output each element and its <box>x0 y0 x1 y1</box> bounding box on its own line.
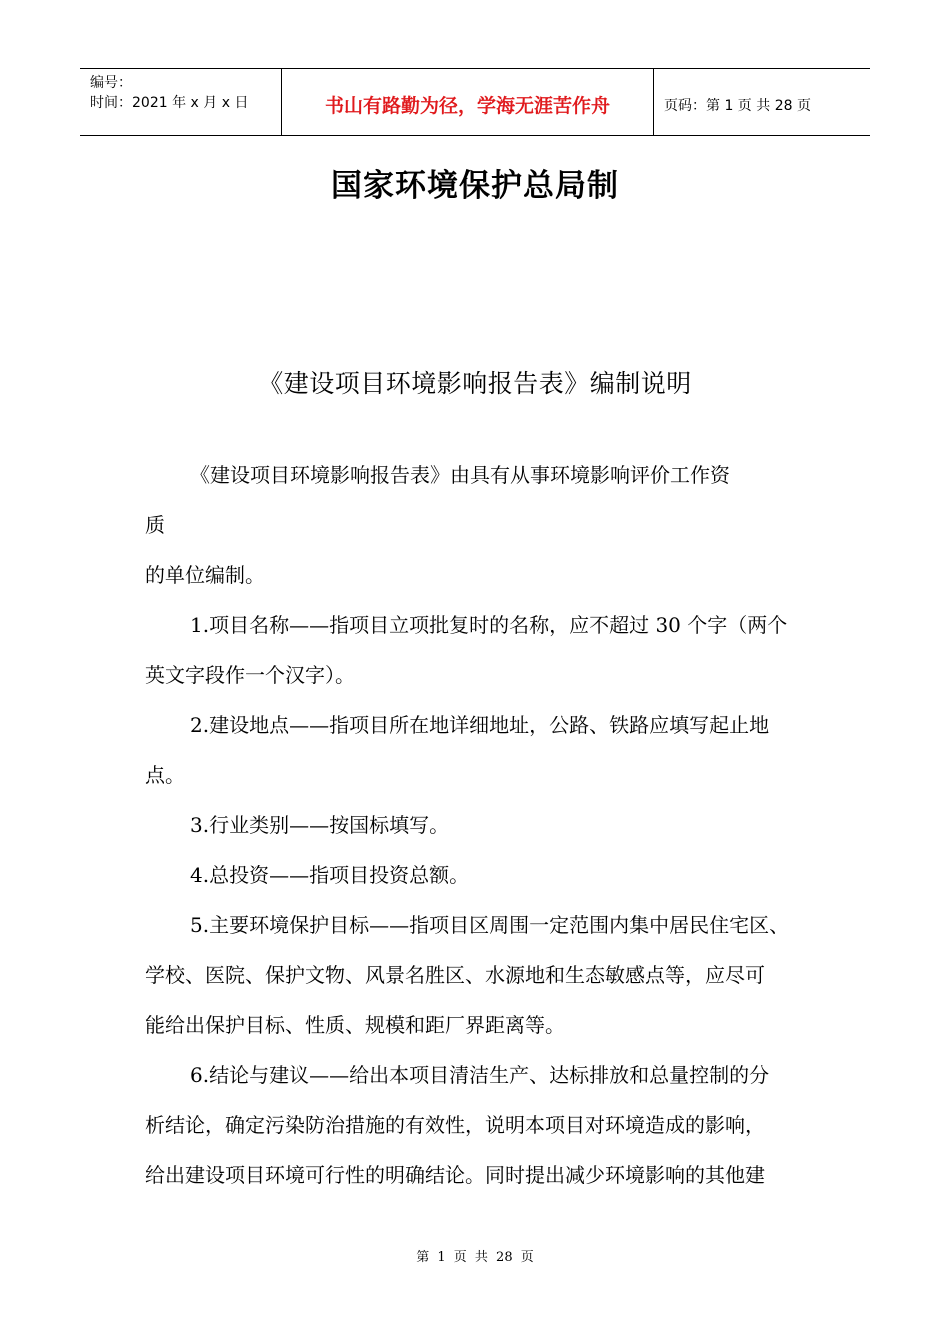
paragraph-line: 析结论，确定污染防治措施的有效性，说明本项目对环境造成的影响， <box>145 1113 765 1137</box>
paragraph-line: 给出建设项目环境可行性的明确结论。同时提出减少环境影响的其他建 <box>145 1163 765 1187</box>
paragraph-line: 4.总投资——指项目投资总额。 <box>190 863 470 887</box>
paragraph-line: 质 <box>145 513 165 537</box>
paragraph-line: 英文字段作一个汉字）。 <box>145 663 355 687</box>
paragraph-line: 1.项目名称——指项目立项批复时的名称，应不超过 30 个字（两个 <box>190 613 788 637</box>
paragraph-line: 6.结论与建议——给出本项目清洁生产、达标排放和总量控制的分 <box>190 1063 770 1087</box>
header-page-info: 页码：第 1 页 共 28 页 <box>664 98 811 114</box>
organization-title: 国家环境保护总局制 <box>331 168 619 204</box>
header-meta <box>80 69 282 135</box>
header-motto: 书山有路勤为径，学海无涯苦作舟 <box>282 69 654 135</box>
page-header <box>80 68 870 136</box>
paragraph-line: 3.行业类别——按国标填写。 <box>190 813 450 837</box>
paragraph-line: 《建设项目环境影响报告表》由具有从事环境影响评价工作资 <box>190 463 730 487</box>
document-number-label: 编号： <box>90 75 132 91</box>
page-footer: 第 1 页 共 28 页 <box>416 1250 534 1265</box>
paragraph-line: 能给出保护目标、性质、规模和距厂界距离等。 <box>145 1013 565 1037</box>
document-time-label: 时间：2021 年 x 月 x 日 <box>90 95 249 111</box>
document-title: 《建设项目环境影响报告表》编制说明 <box>258 369 692 398</box>
paragraph-line: 5.主要环境保护目标——指项目区周围一定范围内集中居民住宅区、 <box>190 913 790 937</box>
paragraph-line: 点。 <box>145 763 185 787</box>
paragraph-line: 2.建设地点——指项目所在地详细地址，公路、铁路应填写起止地 <box>190 713 770 737</box>
paragraph-line: 的单位编制。 <box>145 563 265 587</box>
paragraph-line: 学校、医院、保护文物、风景名胜区、水源地和生态敏感点等，应尽可 <box>145 963 765 987</box>
